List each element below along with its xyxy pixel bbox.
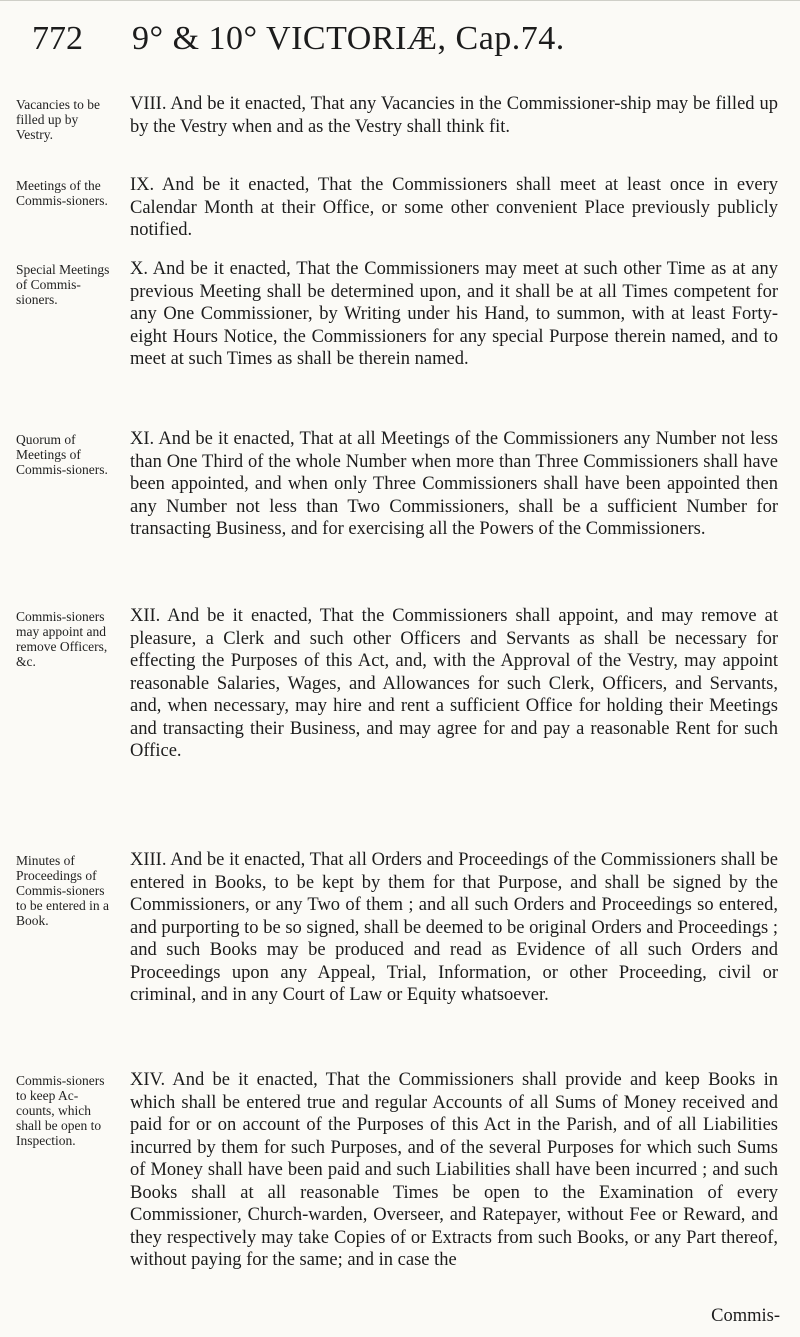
top-edge [0,0,800,1]
sidenote: Special Meetings of Commis-sioners. [16,262,110,307]
catchword: Commis- [711,1306,780,1326]
section-text: IX. And be it enacted, That the Commissioners shall meet at least once in every Calendar Month at their Office, or some other convenient Place previously publicly notified. [130,175,778,240]
sidenote: Commis-sioners may appoint and remove Officers, &c. [16,609,108,669]
section-text: VIII. And be it enacted, That any Vacancies in the Commissioner-ship may be filled up by the Vestry when and as the Vestry shall think fit. [130,94,778,137]
running-head: 9° & 10° VICTORIÆ, Cap.74. [132,20,565,57]
sidenote: Quorum of Meetings of Commis-sioners. [16,432,108,477]
page-header [0,20,800,70]
section-text: XIII. And be it enacted, That all Orders and Proceedings of the Commissioners shall be entered in Books, to be kept by them for that Purpose, and shall be signed by the Commissioners, or any Two of them ; and all such Orders and Proceedings so entered, and purporting to be so signed, shall be deemed to be original Orders and Proceedings ; and such Books may be produced and read as Evidence of all such Orders and Proceedings upon any Appeal, Trial, Information, or other Proceeding, civil or criminal, and in any Court of Law or Equity whatsoever. [130,850,778,1005]
sidenote: Vacancies to be filled up by Vestry. [16,97,100,142]
sidenote: Commis-sioners to keep Ac-counts, which shall be open to Inspection. [16,1073,105,1148]
page-number: 772 [32,20,83,57]
section-text: XII. And be it enacted, That the Commissioners shall appoint, and may remove at pleasure, a Clerk and such other Officers and Servants as shall be necessary for effecting the Purposes of this Act, and, with the Approval of the Vestry, may appoint reasonable Salaries, Wages, and Allowances for such Clerk, Officers, and Servants, and, when necessary, may hire and rent a sufficient Office for holding their Meetings and transacting their Business, and may agree for and pay a reasonable Rent for such Office. [130,606,778,761]
section-text: XIV. And be it enacted, That the Commissioners shall provide and keep Books in which shall be entered true and regular Accounts of all Sums of Money received and paid for or on account of the Purposes of this Act in the Parish, and of all Liabilities incurred by them for such Purposes, and of the several Purposes for which such Sums of Money shall have been paid and such Liabilities shall have been incurred ; and such Books shall at all reasonable Times be open to the Examination of every Commissioner, Church-warden, Overseer, and Ratepayer, without Fee or Reward, and they respectively may take Copies of or Extracts from such Books, or any Part thereof, without paying for the same; and in case the [130,1070,778,1270]
sidenote: Meetings of the Commis-sioners. [16,178,108,208]
section-text: XI. And be it enacted, That at all Meetings of the Commissioners any Number not less than One Third of the whole Number when more than Three Commissioners shall have been appointed, and when only Three Commissioners shall have been appointed then any Number not less than Two Commissioners, shall be a sufficient Number for transacting Business, and for exercising all the Powers of the Commissioners. [130,429,778,539]
sidenote: Minutes of Proceedings of Commis-sioners to be entered in a Book. [16,853,109,928]
section-text: X. And be it enacted, That the Commissioners may meet at such other Time as at any previous Meeting shall be determined upon, and it shall be at all Times competent for any One Commissioner, by Writing under his Hand, to summon, with at least Forty-eight Hours Notice, the Commissioners for any special Purpose therein named, and to meet at such Times as shall be therein named. [130,259,778,369]
